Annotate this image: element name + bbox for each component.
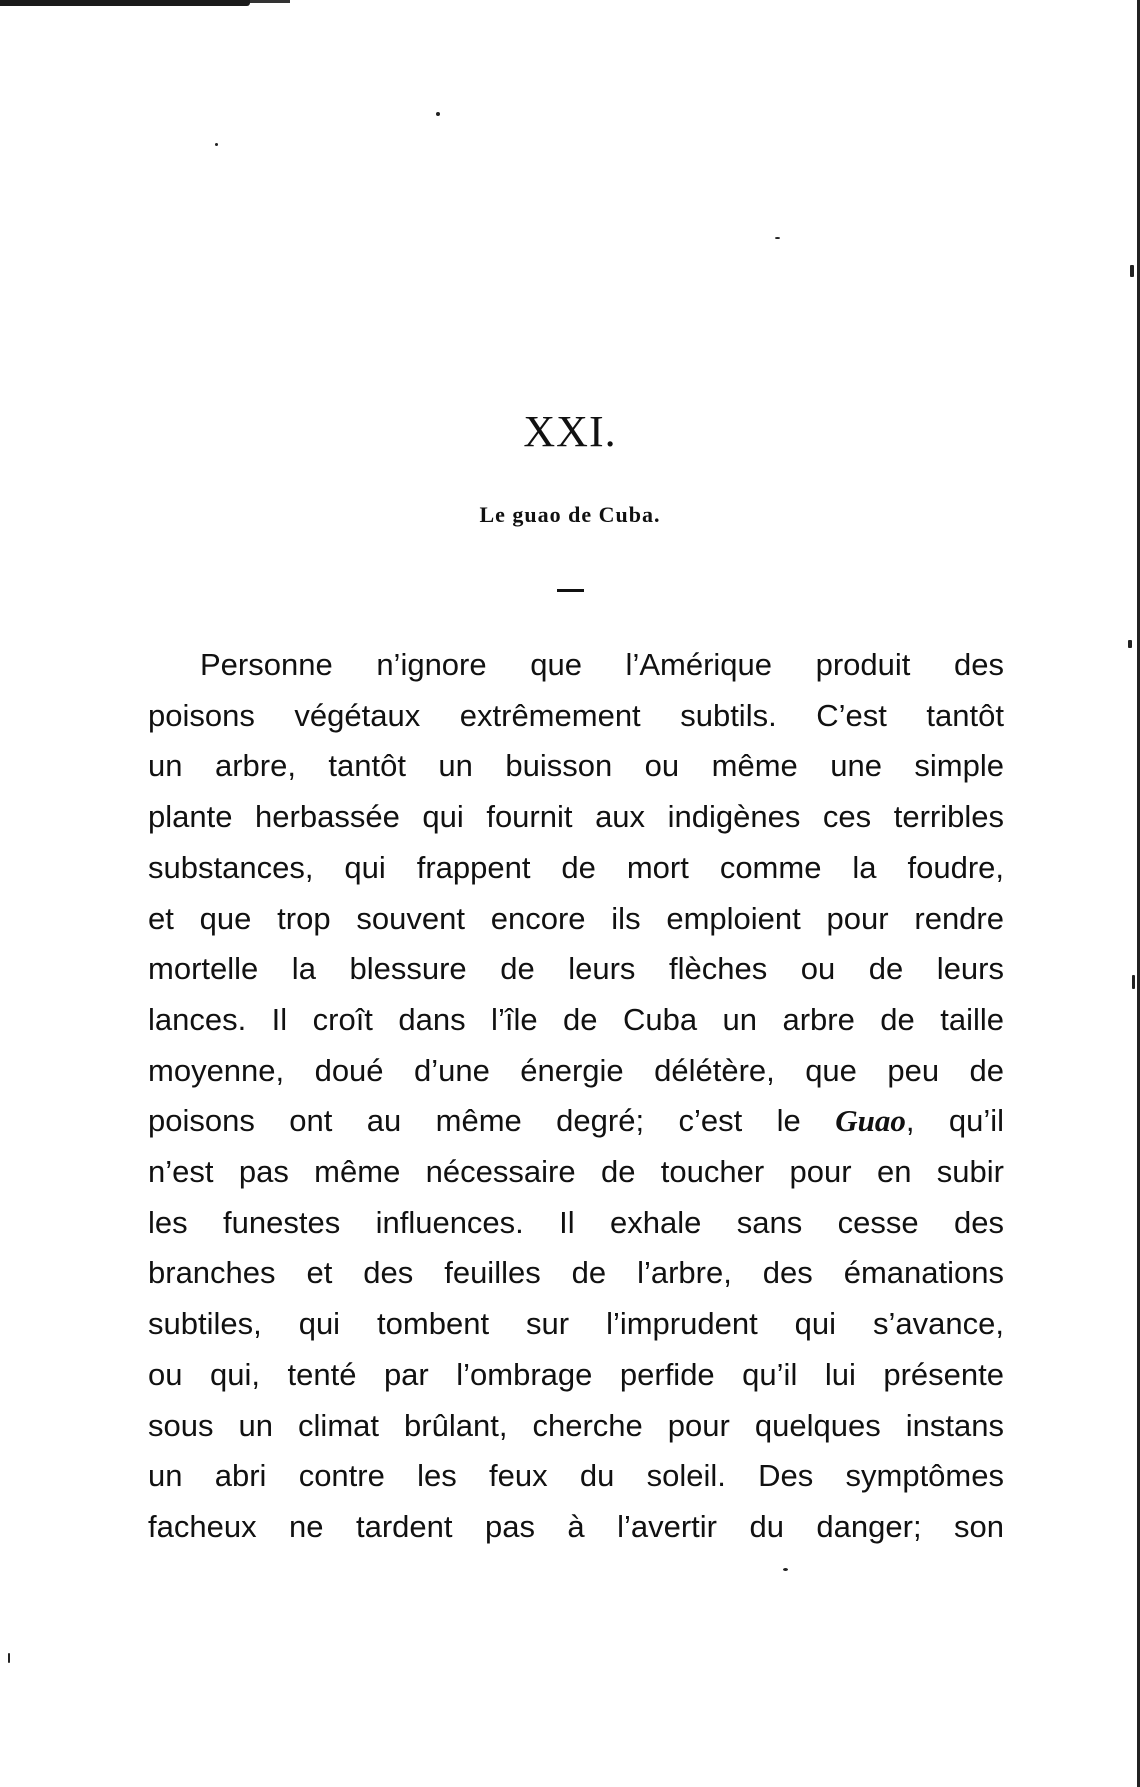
chapter-number: XXI.	[523, 407, 617, 456]
text-line: moyenne, doué d’une énergie délétère, que peu de	[148, 1052, 1004, 1088]
scan-edge-top	[0, 0, 250, 6]
text-line: ou qui, tenté par l’ombrage perfide qu’il lui présente	[148, 1356, 1004, 1392]
text-line: poisons végétaux extrêmement subtils. C’est tantôt	[148, 697, 1004, 733]
scan-speck	[1128, 640, 1132, 648]
text-line: Personne n’ignore que l’Amérique produit des	[200, 647, 1004, 682]
scan-speck	[1130, 265, 1134, 277]
chapter-title: Le guao de Cuba.	[479, 502, 661, 527]
scan-speck	[215, 143, 218, 146]
text-line: un arbre, tantôt un buisson ou même une simple	[148, 748, 1004, 784]
scan-speck	[775, 237, 780, 239]
text-line: mortelle la blessure de leurs flèches ou de leurs	[148, 951, 1004, 987]
text-fragment: poisons ont au même degré; c’est le	[148, 1103, 836, 1139]
text-line: plante herbassée qui fournit aux indigènes ces terribles	[148, 799, 1004, 835]
text-line: branches et des feuilles de l’arbre, des émanations	[148, 1255, 1004, 1291]
scan-speck	[783, 1568, 788, 1571]
scan-speck	[1132, 975, 1135, 989]
scan-speck	[8, 1653, 10, 1663]
text-line: lances. Il croît dans l’île de Cuba un arbre de taille	[148, 1001, 1004, 1037]
body-paragraph	[148, 640, 1004, 1553]
text-line: facheux ne tardent pas à l’avertir du danger; son	[148, 1508, 1004, 1544]
guao-emphasis: Guao	[835, 1103, 906, 1139]
text-line: subtiles, qui tombent sur l’imprudent qui s’avance,	[148, 1306, 1004, 1342]
text-line: substances, qui frappent de mort comme la foudre,	[148, 849, 1004, 885]
scan-edge-top-fragment	[250, 0, 290, 3]
text-line: et que trop souvent encore ils emploient pour rendre	[148, 900, 1004, 936]
separator-dash	[557, 589, 584, 592]
scan-speck	[436, 112, 440, 116]
text-fragment: , qu’il	[905, 1103, 1004, 1139]
text-line-guao	[148, 1096, 1004, 1147]
text-line: n’est pas même nécessaire de toucher pour en subir	[148, 1154, 1004, 1190]
text-line: un abri contre les feux du soleil. Des symptômes	[148, 1458, 1004, 1494]
text-line: sous un climat brûlant, cherche pour quelques instans	[148, 1407, 1004, 1443]
text-line: les funestes influences. Il exhale sans cesse des	[148, 1204, 1004, 1240]
